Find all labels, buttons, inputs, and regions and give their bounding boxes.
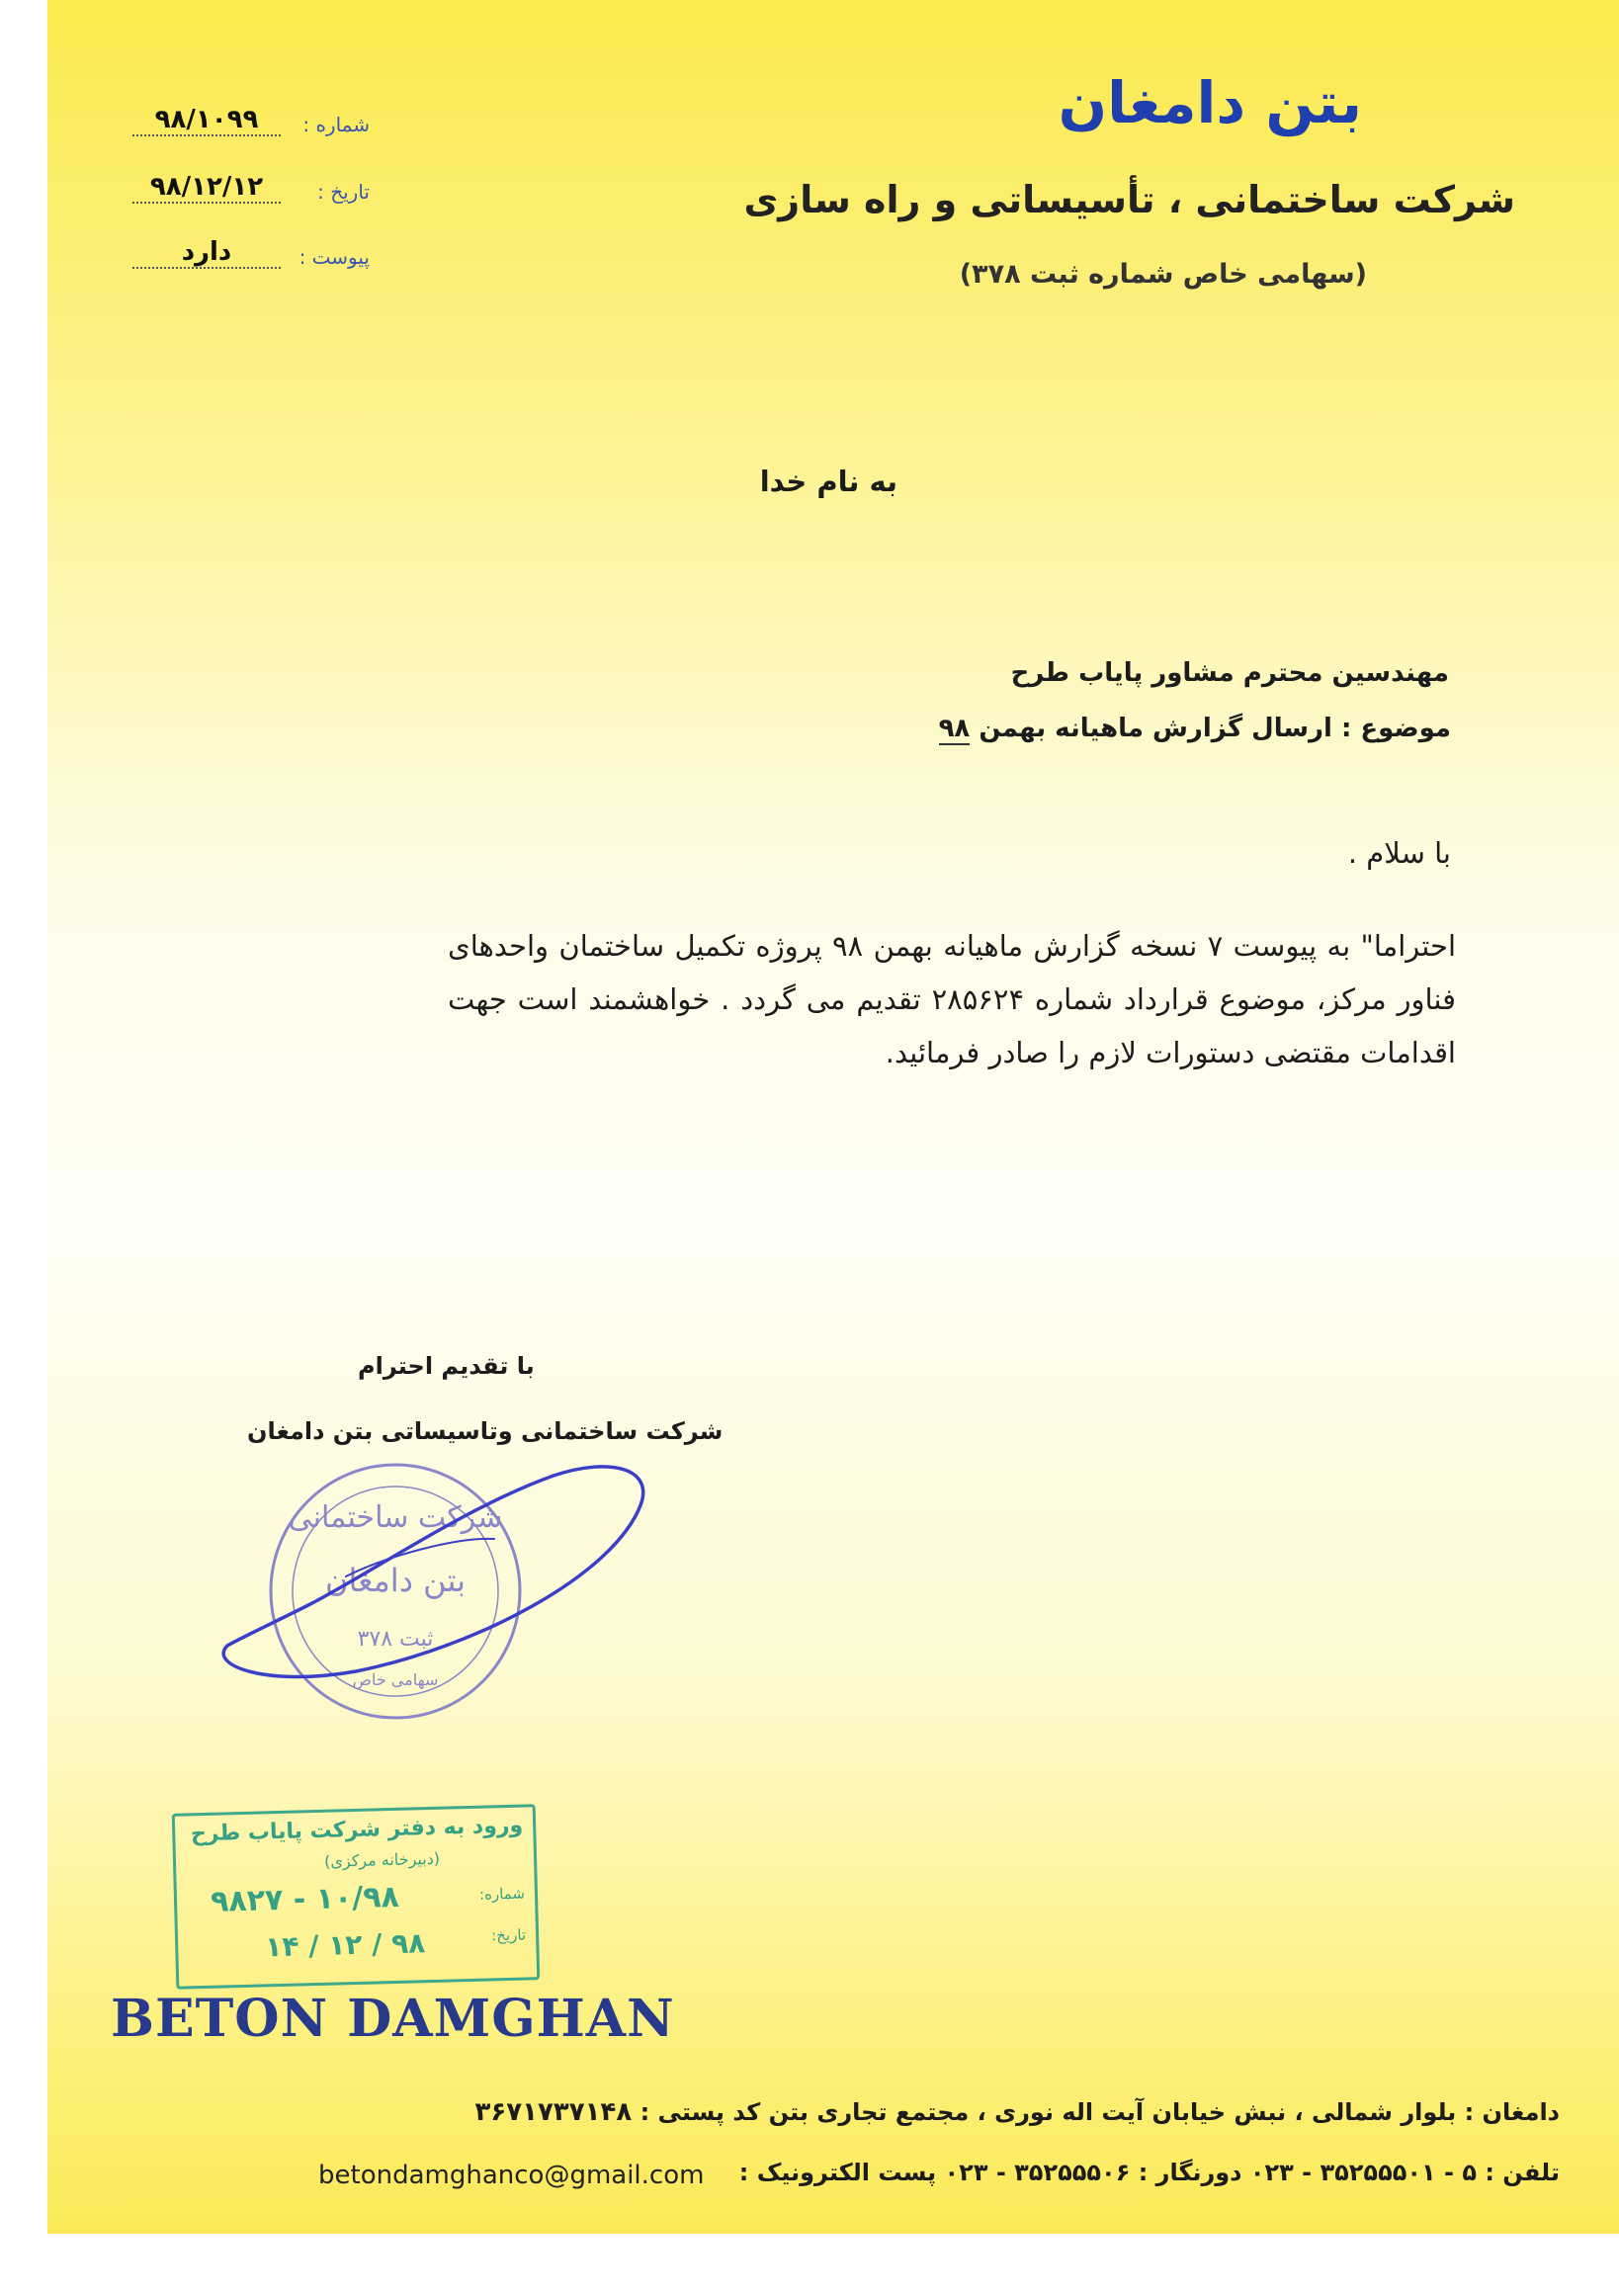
signatory-company: شرکت ساختمانی وتاسیساتی بتن دامغان (247, 1417, 724, 1445)
seal-line-2: بتن دامغان (324, 1562, 467, 1599)
footer-address (475, 2097, 1560, 2127)
postal-code: ۳۶۷۱۷۳۷۱۴۸ (474, 2097, 633, 2127)
stamp-date-value: ۹۸ / ۱۲ / ۱۴ (264, 1926, 426, 1964)
attachment-field (132, 233, 370, 277)
subject-line (939, 714, 1451, 743)
subject-text: موضوع : ارسال گزارش ماهیانه بهمن (979, 714, 1451, 743)
footer-email: betondamghanco@gmail.com (318, 2161, 705, 2190)
attachment-label: پیوست : (298, 245, 370, 269)
stamp-number-label: شماره: (478, 1884, 526, 1904)
registration-line: (سهامی خاص شماره ثبت ۳۷۸) (959, 259, 1367, 290)
number-value: ۹۸/۱۰۹۹ (132, 105, 281, 136)
date-value: ۹۸/۱۲/۱۲ (132, 172, 281, 204)
subject-number: ۹۸ (938, 714, 971, 743)
brand-title-fa: بتن دامغان (1058, 69, 1362, 136)
signature (198, 1428, 662, 1715)
footer-phones: تلفن : ۵ - ۳۵۲۵۵۵۰۱ - ۰۲۳ دورنگار : ۳۵۲۵۵۵۰۶ - ۰۲۳ پست الکترونیک : (738, 2159, 1560, 2186)
greeting: با سلام . (1347, 836, 1451, 870)
seal-line-4: سهامی خاص (352, 1670, 439, 1689)
seal-line-3: ثبت ۳۷۸ (357, 1627, 434, 1652)
company-name: شرکت ساختمانی ، تأسیساتی و راه سازی (743, 178, 1515, 221)
number-label: شماره : (302, 113, 370, 136)
closing-line: با تقدیم احترام (358, 1352, 535, 1380)
attachment-value: دارد (132, 237, 281, 269)
incoming-stamp (172, 1804, 541, 1990)
basmala-heading: به نام خدا (759, 465, 897, 498)
recipient-line: مهندسین محترم مشاور پایاب طرح (1010, 658, 1449, 688)
seal-line-1: شرکت ساختمانی (288, 1500, 503, 1535)
stamp-subtitle: (دبیرخانه مرکزی) (323, 1848, 441, 1871)
stamp-date-label: تاریخ: (490, 1925, 527, 1945)
stamp-title: ورود به دفتر شرکت پایاب طرح (190, 1813, 524, 1847)
date-field (132, 168, 370, 212)
brand-title-en: BETON DAMGHAN (111, 1989, 675, 2049)
stamp-number-value: ۱۰/۹۸ - ۹۸۲۷ (210, 1879, 400, 1919)
address-text: دامغان : بلوار شمالی ، نبش خیابان آیت اله نوری ، مجتمع تجاری بتن کد پستی : (639, 2098, 1560, 2126)
letter-body: احتراما" به پیوست ۷ نسخه گزارش ماهیانه بهمن ۹۸ پروژه تکمیل ساختمان واحدهای فناور مرکز، موضوع قرارداد شماره ۲۸۵۶۲۴ تقدیم می گردد . خواهشمند است جهت اقدامات مقتضی دستورات لازم را صادر فرمائید. (448, 929, 1457, 1069)
date-label: تاریخ : (317, 180, 370, 204)
number-field (132, 101, 370, 144)
